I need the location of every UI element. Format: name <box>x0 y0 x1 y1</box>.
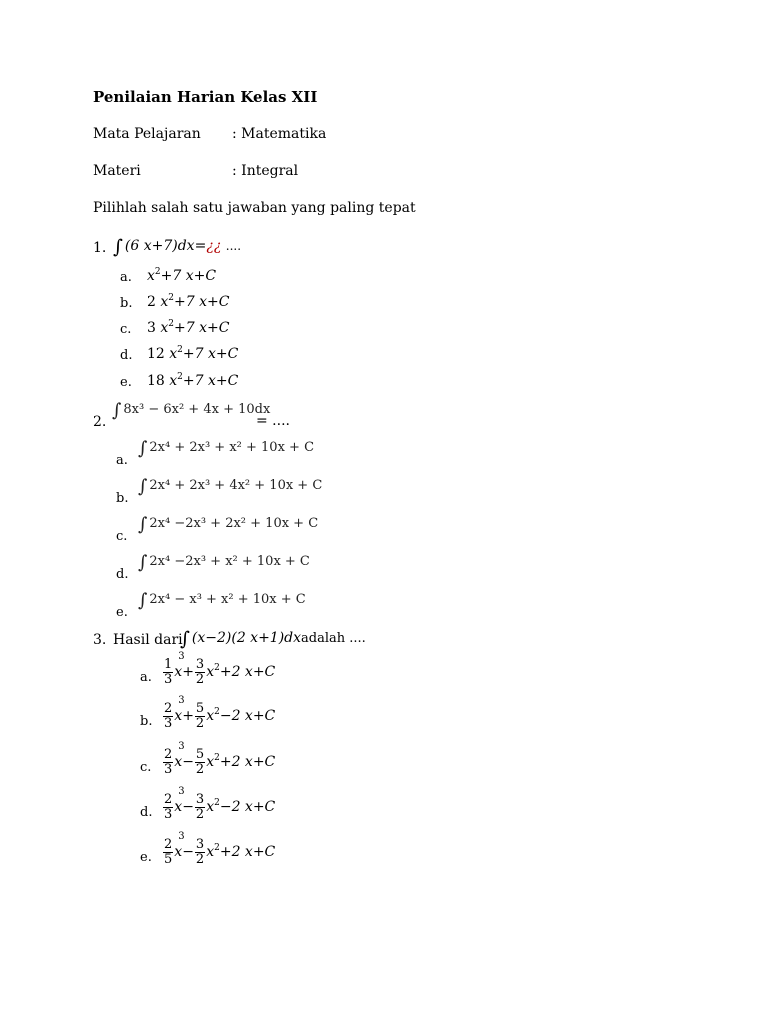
exponent: 3 <box>178 831 185 843</box>
numerator: 2 <box>164 747 173 762</box>
numerator: 1 <box>164 657 173 672</box>
coefficient: 12 <box>147 346 170 362</box>
denominator: 3 <box>164 715 173 731</box>
numerator: 2 <box>164 701 173 716</box>
variable: x <box>160 294 169 310</box>
fraction <box>163 702 173 730</box>
coefficient: 3 <box>147 320 161 336</box>
q1-option-d[interactable] <box>147 346 238 362</box>
q2-option-a[interactable] <box>138 438 314 459</box>
variable: x <box>169 373 178 389</box>
remainder: −2 x+C <box>219 708 276 725</box>
q2-option-label: b. <box>116 491 129 506</box>
q2-option-b[interactable] <box>138 476 322 497</box>
option-expression: 2x⁴ −2x³ + 2x² + 10x + C <box>149 516 319 531</box>
q3-option-a[interactable] <box>162 651 276 687</box>
numerator: 3 <box>195 657 205 672</box>
remainder: +2 x+C <box>219 844 276 861</box>
integral-sign-icon: ∫ <box>138 438 148 459</box>
q3-option-c[interactable] <box>162 741 276 777</box>
q1-number: 1. <box>93 240 107 256</box>
denominator: 3 <box>164 806 173 822</box>
variable: x <box>206 844 215 861</box>
q2-option-e[interactable] <box>138 590 306 611</box>
operator: + <box>182 708 194 725</box>
remainder: +7 x+C <box>174 320 230 336</box>
exponent: 3 <box>178 786 185 798</box>
q3-number: 3. <box>93 632 107 648</box>
q3-question <box>180 628 366 650</box>
remainder: −2 x+C <box>219 799 276 816</box>
q3-option-label: d. <box>140 805 153 820</box>
denominator: 2 <box>195 671 205 687</box>
q2-integrand: 8x³ − 6x² + 4x + 10dx <box>123 402 271 417</box>
q1-option-label: d. <box>120 348 133 363</box>
numerator: 5 <box>195 701 205 716</box>
option-expression: 2x⁴ − x³ + x² + 10x + C <box>149 592 306 607</box>
fraction <box>163 793 173 821</box>
q3-option-label: c. <box>140 760 152 775</box>
integral-sign-icon: ∫ <box>113 236 123 258</box>
q3-option-b[interactable] <box>162 695 276 731</box>
q1-option-c[interactable] <box>147 320 229 336</box>
integral-sign-icon: ∫ <box>138 590 148 611</box>
q2-option-label: d. <box>116 567 129 582</box>
q3-integrand: (x−2)(2 x+1)dx <box>191 630 302 646</box>
q1-option-label: e. <box>120 375 132 390</box>
variable-cubed: x 3 <box>174 741 185 771</box>
denominator: 5 <box>164 851 173 867</box>
operator: − <box>182 799 194 816</box>
integral-sign-icon: ∫ <box>180 628 190 650</box>
integral-sign-icon: ∫ <box>138 514 148 535</box>
denominator: 2 <box>195 761 205 777</box>
q2-option-d[interactable] <box>138 552 310 573</box>
exponent: 2 <box>168 319 174 329</box>
remainder: +7 x+C <box>160 268 217 284</box>
q1-option-a[interactable] <box>147 268 216 284</box>
operator: − <box>182 844 194 861</box>
exponent: 2 <box>214 663 220 674</box>
material-label: Materi <box>93 163 141 179</box>
numerator: 2 <box>164 837 173 852</box>
variable: x <box>206 664 215 681</box>
fraction <box>195 658 205 686</box>
q1-integrand: (6 x+7)dx <box>124 238 195 254</box>
fraction <box>195 748 205 776</box>
numerator: 2 <box>164 792 173 807</box>
exponent: 2 <box>177 372 183 382</box>
variable-cubed: x 3 <box>174 651 185 681</box>
q3-option-d[interactable] <box>162 786 276 822</box>
fraction <box>163 658 173 686</box>
variable: x <box>206 708 215 725</box>
q2-number: 2. <box>93 414 107 430</box>
exponent: 2 <box>214 707 220 718</box>
subject-value: : Matematika <box>232 126 327 142</box>
variable: x <box>206 799 215 816</box>
integral-sign-icon: ∫ <box>112 400 122 421</box>
exponent: 3 <box>178 741 185 753</box>
exponent: 3 <box>178 651 185 663</box>
remainder: +7 x+C <box>182 346 239 362</box>
variable: x <box>169 346 178 362</box>
q1-dots: .... <box>225 239 242 253</box>
integral-sign-icon: ∫ <box>138 552 148 573</box>
page-title: Penilaian Harian Kelas XII <box>93 88 318 106</box>
q1-option-b[interactable] <box>147 294 229 310</box>
q1-unknown: ¿¿ <box>206 238 222 254</box>
coefficient: 18 <box>147 373 170 389</box>
remainder: +2 x+C <box>219 754 276 771</box>
remainder: +2 x+C <box>219 664 276 681</box>
q3-suffix: adalah .... <box>301 631 366 646</box>
variable: x <box>160 320 169 336</box>
variable-cubed: x 3 <box>174 695 185 725</box>
q2-option-label: a. <box>116 453 128 468</box>
variable-cubed: x 3 <box>174 831 185 861</box>
denominator: 3 <box>164 671 173 687</box>
q1-option-e[interactable] <box>147 373 238 389</box>
denominator: 2 <box>195 806 205 822</box>
fraction <box>163 748 173 776</box>
q1-question <box>113 236 241 258</box>
numerator: 3 <box>195 792 205 807</box>
fraction <box>163 838 173 866</box>
exponent: 2 <box>214 753 220 764</box>
q2-option-label: e. <box>116 605 128 620</box>
variable: x <box>206 754 215 771</box>
option-expression: 2x⁴ + 2x³ + 4x² + 10x + C <box>149 478 323 493</box>
coefficient: 2 <box>147 294 161 310</box>
exponent: 2 <box>214 843 220 854</box>
q1-option-label: b. <box>120 296 133 311</box>
q2-option-label: c. <box>116 529 128 544</box>
q2-question <box>112 400 270 421</box>
subject-label: Mata Pelajaran <box>93 126 201 142</box>
q1-equals: = <box>194 238 207 254</box>
q1-option-label: c. <box>120 322 132 337</box>
remainder: +7 x+C <box>182 373 239 389</box>
q3-option-label: b. <box>140 714 153 729</box>
q3-option-label: e. <box>140 850 152 865</box>
instruction-text: Pilihlah salah satu jawaban yang paling tepat <box>93 200 416 216</box>
q1-option-label: a. <box>120 270 132 285</box>
denominator: 2 <box>195 851 205 867</box>
operator: − <box>182 754 194 771</box>
numerator: 3 <box>195 837 205 852</box>
remainder: +7 x+C <box>174 294 230 310</box>
numerator: 5 <box>195 747 205 762</box>
fraction <box>195 702 205 730</box>
q3-prefix: Hasil dari <box>113 632 183 648</box>
variable: x <box>147 268 155 284</box>
q3-option-e[interactable] <box>162 831 276 867</box>
exponent: 2 <box>154 267 161 277</box>
option-expression: 2x⁴ + 2x³ + x² + 10x + C <box>149 440 315 455</box>
exponent: 3 <box>178 695 185 707</box>
integral-sign-icon: ∫ <box>138 476 148 497</box>
exponent: 2 <box>214 798 220 809</box>
variable-cubed: x 3 <box>174 786 185 816</box>
fraction <box>195 838 205 866</box>
q2-option-c[interactable] <box>138 514 318 535</box>
exponent: 2 <box>177 345 183 355</box>
exponent: 2 <box>168 293 174 303</box>
q3-option-label: a. <box>140 670 152 685</box>
operator: + <box>182 664 194 681</box>
q2-tail: = .... <box>256 413 290 429</box>
option-expression: 2x⁴ −2x³ + x² + 10x + C <box>149 554 310 569</box>
denominator: 3 <box>164 761 173 777</box>
material-value: : Integral <box>232 163 299 179</box>
fraction <box>195 793 205 821</box>
denominator: 2 <box>195 715 205 731</box>
